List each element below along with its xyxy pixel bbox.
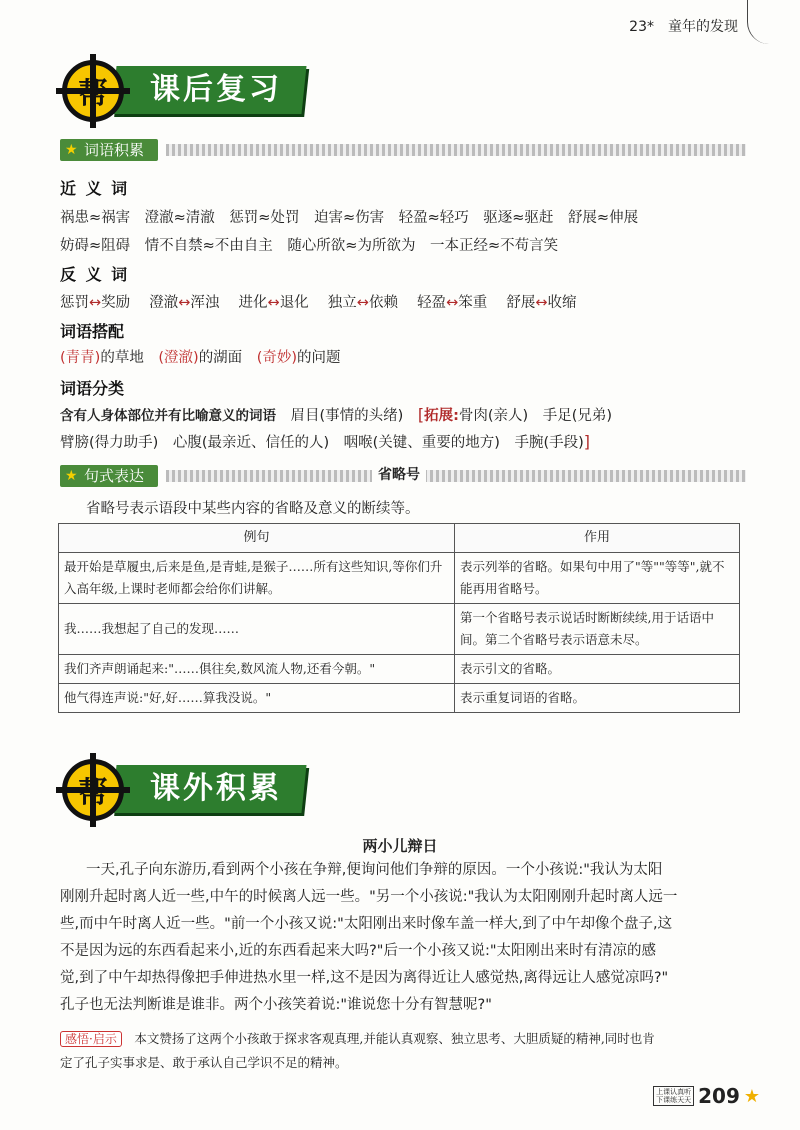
category-line-1: 含有人身体部位并有比喻意义的词语 眉目(事情的头绪) [拓展:骨肉(亲人) 手足(兄弟) xyxy=(60,405,613,424)
section-title-extracurricular: 课外积累 xyxy=(111,765,306,813)
table-cell: 我……我想起了自己的发现…… xyxy=(59,604,455,655)
chapter-title: 23* 童年的发现 xyxy=(629,19,738,35)
story-line: 一天,孔子向东游历,看到两个小孩在争辩,便询问他们争辩的原因。一个小孩说:"我认为太阳 xyxy=(86,862,663,878)
story-title: 两小儿辩日 xyxy=(362,837,438,855)
insight-text: 定了孔子实事求是、敢于承认自己学识不足的精神。 xyxy=(60,1055,348,1070)
category-heading: 词语分类 xyxy=(60,379,125,398)
insight-block xyxy=(60,1027,760,1075)
table-row xyxy=(59,553,740,604)
antonyms-heading: 反 义 词 xyxy=(60,265,130,284)
column-header: 例句 xyxy=(59,524,455,553)
tag-divider xyxy=(166,470,746,482)
page-number: 209 xyxy=(698,1084,740,1108)
extracurricular-banner xyxy=(62,763,322,819)
story-line: 孔子也无法判断谁是谁非。两个小孩笑着说:"谁说您十分有智慧呢?" xyxy=(60,997,492,1013)
table-row xyxy=(59,604,740,655)
slogan: 上课认真听 下课练天天 xyxy=(653,1086,694,1106)
review-banner xyxy=(62,64,322,120)
table-row xyxy=(59,655,740,684)
column-header: 作用 xyxy=(455,524,740,553)
star-icon: ★ xyxy=(743,1085,760,1107)
table-cell: 表示重复词语的省略。 xyxy=(455,684,740,713)
ellipsis-table xyxy=(58,523,740,713)
story-line: 些,而中午时离人近一些。"前一个小孩又说:"太阳刚出来时像车盖一样大,到了中午却像个盘子,这 xyxy=(60,916,673,932)
tag-sentence-expression: ★ 句式表达 xyxy=(60,465,158,487)
story-line: 觉,到了中午却热得像把手伸进热水里一样,这不是因为离得近让人感觉热,离得远让人感觉凉吗?" xyxy=(60,970,669,986)
collocation-line: (青青)的草地 (澄澈)的湖面 (奇妙)的问题 xyxy=(60,350,341,366)
tag-word-accumulation: ★ 词语积累 xyxy=(60,139,158,161)
table-row xyxy=(59,684,740,713)
star-icon: ★ xyxy=(65,468,78,484)
page-corner-decoration xyxy=(747,0,800,44)
synonyms-heading: 近 义 词 xyxy=(60,179,130,198)
story-line: 不是因为远的东西看起来小,近的东西看起来大吗?"后一个小孩又说:"太阳刚出来时有清凉的感 xyxy=(60,943,657,959)
story-body xyxy=(60,857,750,1019)
insight-label: 感悟·启示 xyxy=(60,1031,122,1047)
table-cell: 我们齐声朗诵起来:"……俱往矣,数风流人物,还看今朝。" xyxy=(59,655,455,684)
insight-text: 本文赞扬了这两个小孩敢于探求客观真理,并能认真观察、独立思考、大胆质疑的精神,同时也肯 xyxy=(134,1031,655,1046)
table-cell: 第一个省略号表示说话时断断续续,用于话语中间。第二个省略号表示语意未尽。 xyxy=(455,604,740,655)
table-cell: 表示引文的省略。 xyxy=(455,655,740,684)
bang-badge: 帮 xyxy=(62,759,124,821)
synonyms-line-2: 妨碍≈阻碍 情不自禁≈不由自主 随心所欲≈为所欲为 一本正经≈不苟言笑 xyxy=(60,238,559,254)
category-line-2: 臂膀(得力助手) 心腹(最亲近、信任的人) 咽喉(关键、重要的地方) 手腕(手段)] xyxy=(60,432,591,451)
antonyms-line: 惩罚↔奖励 澄澈↔浑浊 进化↔退化 独立↔依赖 轻盈↔笨重 舒展↔收缩 xyxy=(60,295,577,311)
bang-badge: 帮 xyxy=(62,60,124,122)
story-line: 刚刚升起时离人近一些,中午的时候离人远一些。"另一个小孩说:"我认为太阳刚刚升起时离人远一 xyxy=(60,889,678,905)
table-cell: 他气得连声说:"好,好……算我没说。" xyxy=(59,684,455,713)
star-icon: ★ xyxy=(65,142,78,158)
table-header-row xyxy=(59,524,740,553)
section-title-review: 课后复习 xyxy=(111,66,306,114)
table-cell: 表示列举的省略。如果句中用了"等""等等",就不能再用省略号。 xyxy=(455,553,740,604)
ellipsis-intro: 省略号表示语段中某些内容的省略及意义的断续等。 xyxy=(86,501,420,517)
ellipsis-title: 省略号 xyxy=(372,464,426,484)
table-cell: 最开始是草履虫,后来是鱼,是青蛙,是猴子……所有这些知识,等你们升入高年级,上课时老师都会给你们讲解。 xyxy=(59,553,455,604)
page-number-badge xyxy=(653,1084,760,1108)
tag-divider xyxy=(166,144,746,156)
collocation-heading: 词语搭配 xyxy=(60,322,125,341)
synonyms-line-1: 祸患≈祸害 澄澈≈清澈 惩罚≈处罚 迫害≈伤害 轻盈≈轻巧 驱逐≈驱赶 舒展≈伸展 xyxy=(60,210,639,226)
